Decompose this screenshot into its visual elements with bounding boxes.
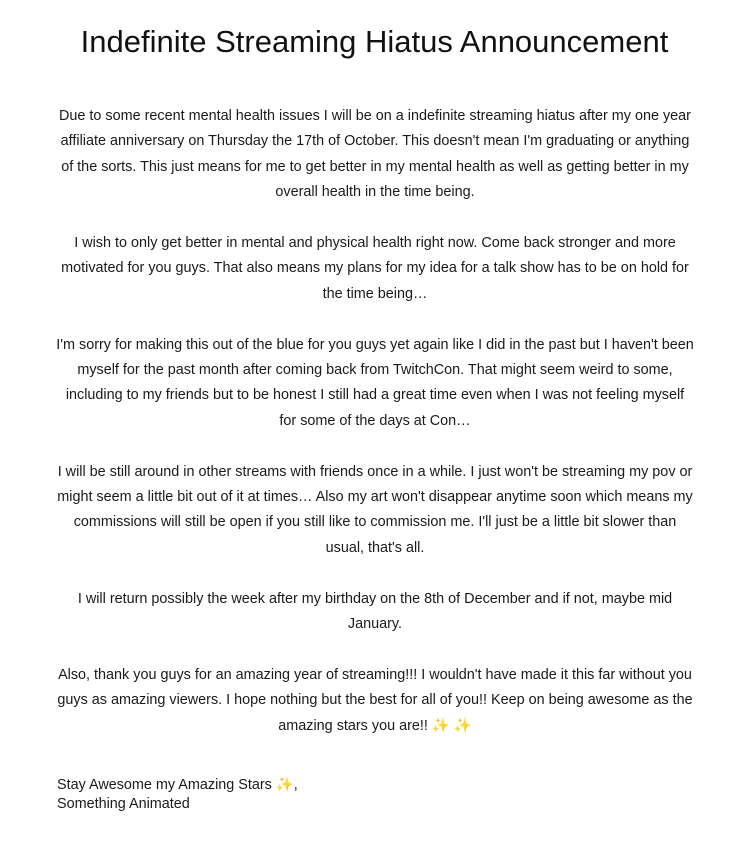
signoff-author: Something Animated	[57, 796, 190, 812]
paragraph-hiatus: Due to some recent mental health issues I will be on a indefinite streaming hiatus after my one year affiliate anniversary on Thursday the 17th of October. This doesn't mean I'm graduating or anything of the sorts. This just means for me to get better in my mental health as well as getting better in my overall health in the time being.	[59, 108, 691, 201]
paragraph-apology: I'm sorry for making this out of the blue for you guys yet again like I did in the past but I haven't been myself for the past month after coming back from TwitchCon. That might seem weird to some, including to my friends but to be honest I still had a great time even when I was not feeling myself for some of the days at Con…	[56, 336, 694, 429]
page-title: Indefinite Streaming Hiatus Announcement	[80, 24, 669, 59]
announcement-body	[56, 104, 694, 764]
paragraph-still-around: I will be still around in other streams with friends once in a while. I just won't be streaming my pov or might seem a little bit out of it at times… Also my art won't disappear anytime soon which means my commissions will still be open if you still like to commission me. I'll just be a little bit slower than usual, that's all.	[57, 463, 693, 556]
paragraph-thanks: Also, thank you guys for an amazing year of streaming!!! I wouldn't have made it this far without you guys as amazing viewers. I hope nothing but the best for all of you!! Keep on being awesome as the amazing stars you are!! ✨ ✨	[57, 666, 693, 734]
signoff-greeting: Stay Awesome my Amazing Stars ✨,	[57, 777, 298, 793]
paragraph-health: I wish to only get better in mental and physical health right now. Come back stronger and more motivated for you guys. That also means my plans for my idea for a talk show has to be on hold for the time being…	[61, 235, 689, 302]
signoff	[57, 776, 298, 814]
paragraph-return: I will return possibly the week after my birthday on the 8th of December and if not, maybe mid January.	[77, 590, 673, 633]
